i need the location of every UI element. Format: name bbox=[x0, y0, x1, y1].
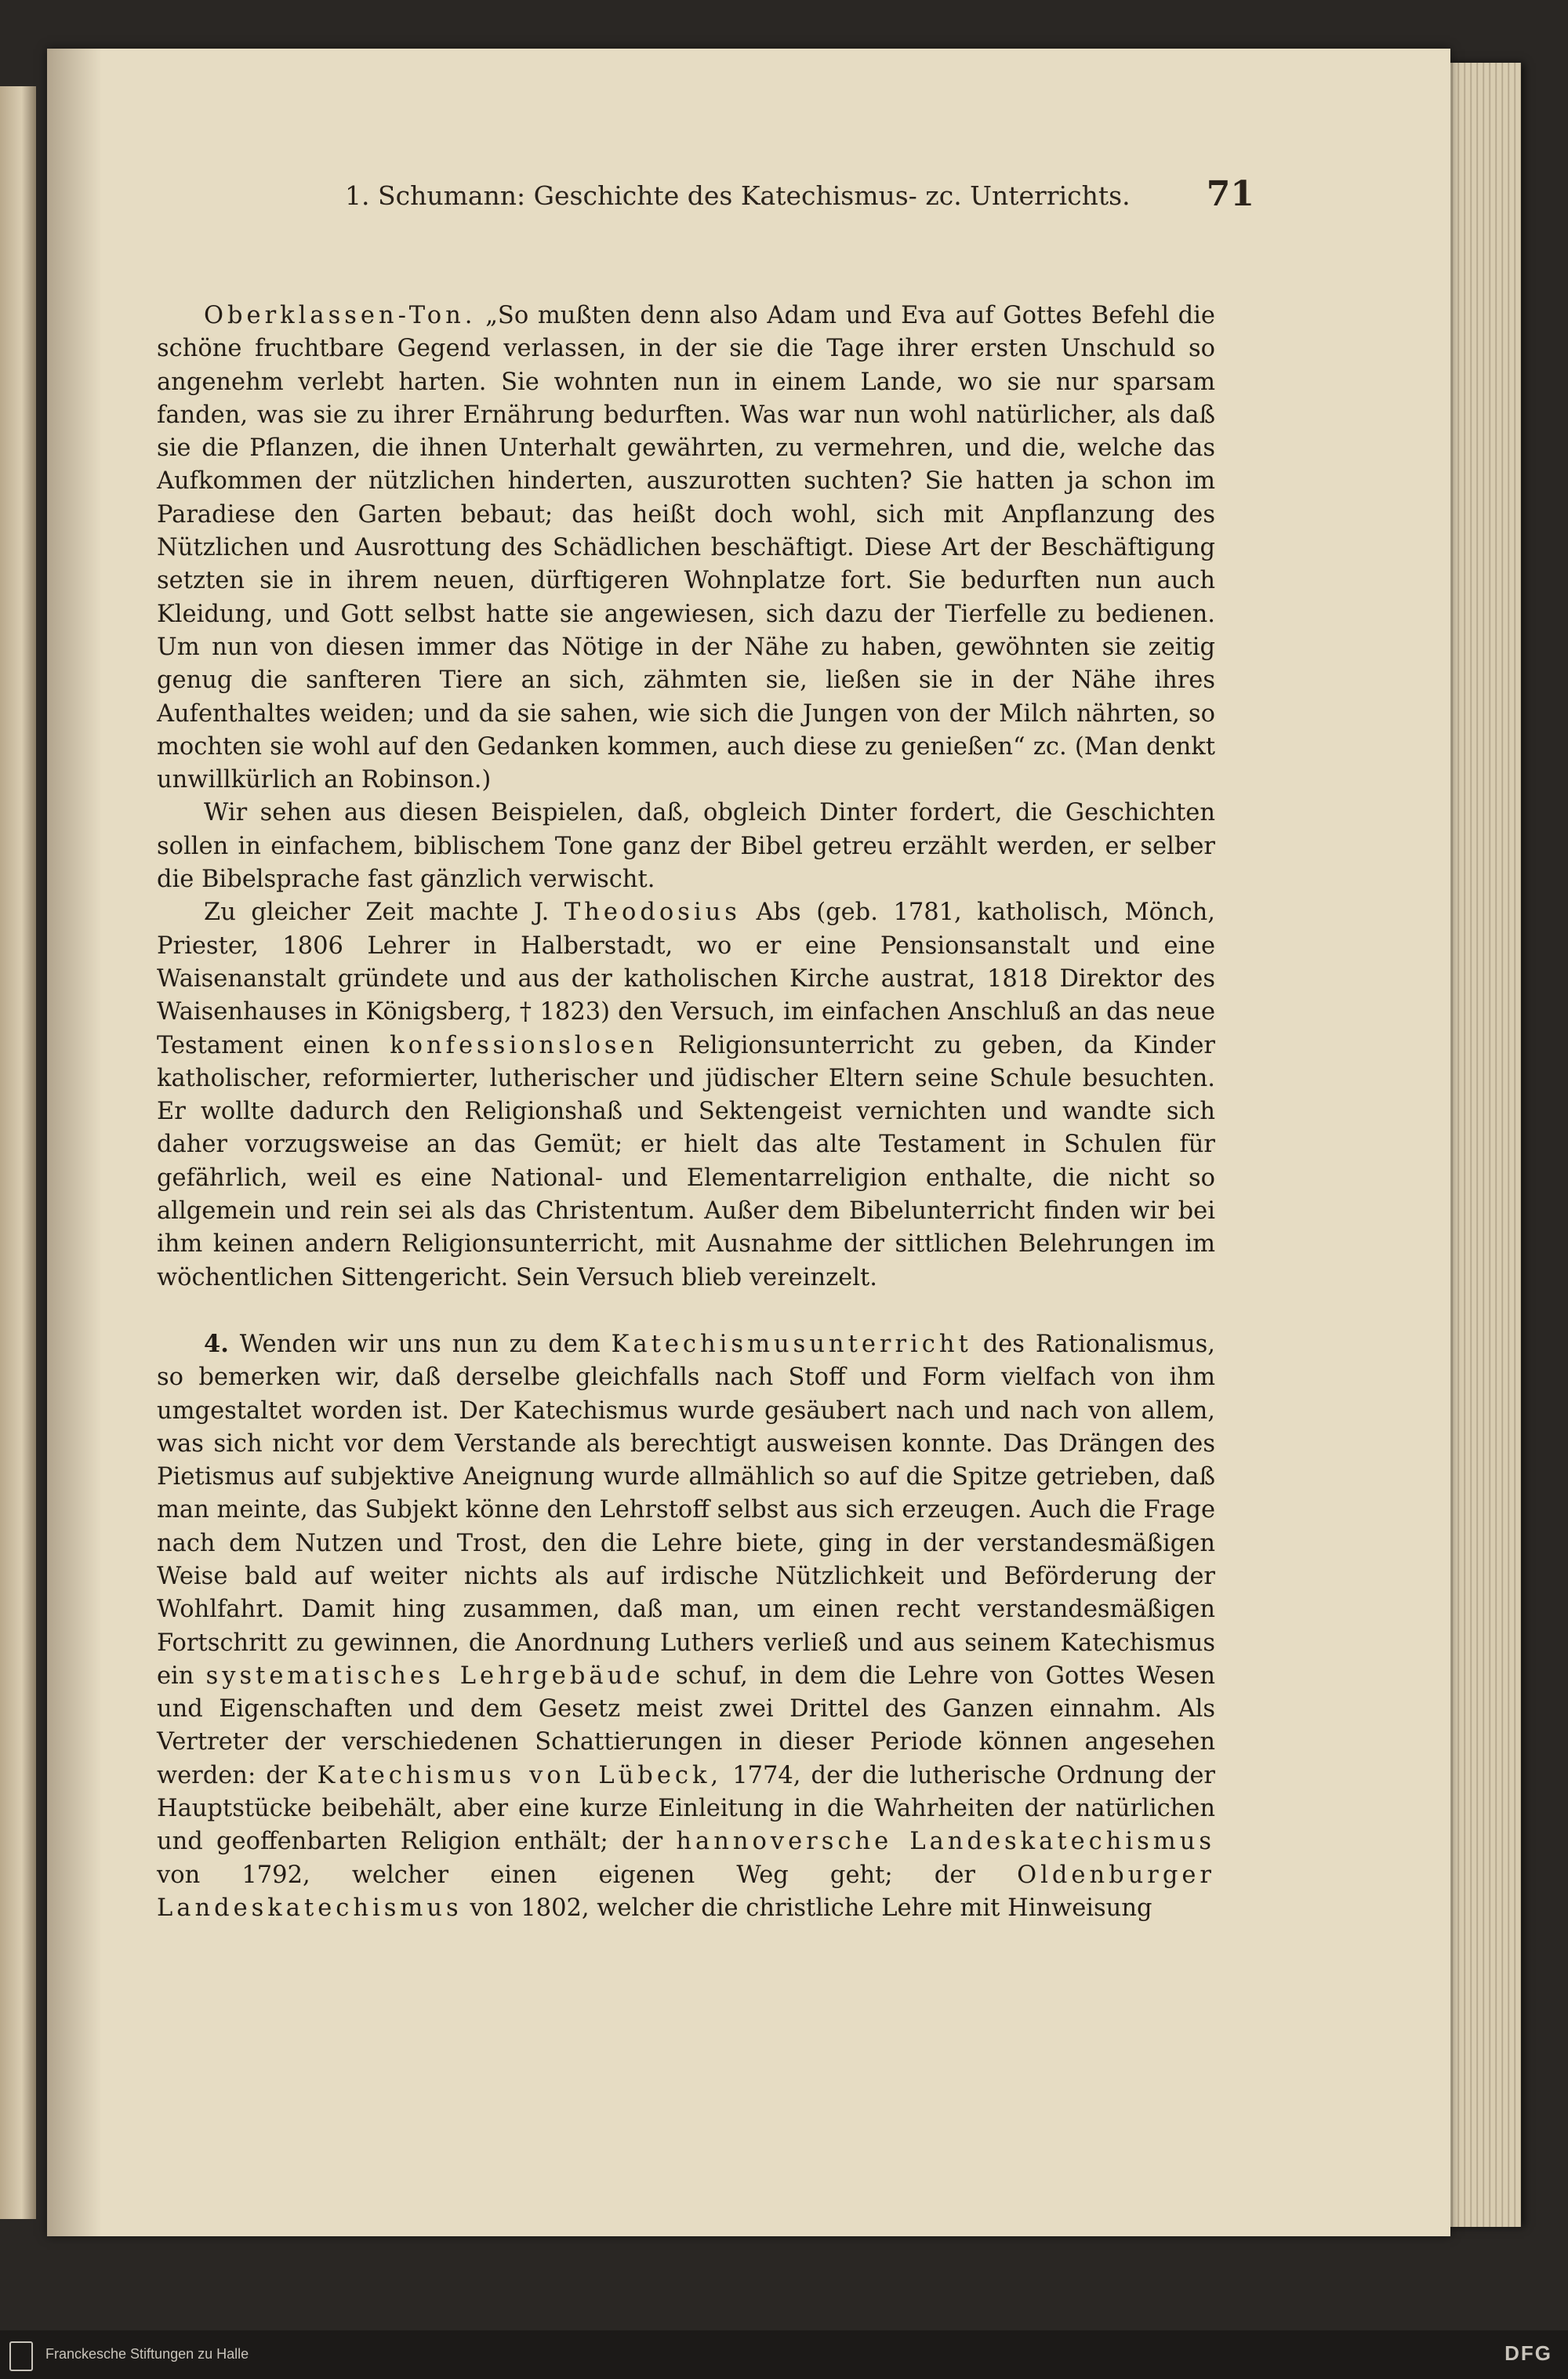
page-number: 71 bbox=[1206, 174, 1254, 214]
paragraph-4-spaced-d: hannoversche Landeskatechismus bbox=[676, 1828, 1215, 1856]
paragraph-4-text-f: von 1802, welcher die christliche Lehre mit Hinweisung bbox=[470, 1894, 1152, 1922]
viewer-footer bbox=[0, 2330, 1568, 2379]
footer-institution: Franckesche Stiftungen zu Halle bbox=[45, 2346, 249, 2362]
running-title: 1. Schumann: Geschichte des Katechismus- zc. Unterrichts. bbox=[345, 180, 1131, 211]
dfg-logo: DFG bbox=[1504, 2341, 1552, 2365]
paragraph-1-lead: Oberklassen-Ton. bbox=[204, 302, 477, 329]
paragraph-3-text-a: Zu gleicher Zeit machte J. bbox=[204, 899, 550, 927]
paragraph-3-spaced-b: konfessionslosen bbox=[390, 1031, 659, 1059]
paragraph-4-spaced-b: systematisches Lehrgebäude bbox=[205, 1662, 664, 1690]
paragraph-3-spaced-a: Theodosius bbox=[564, 899, 741, 927]
paragraph-1-text: „So mußten denn also Adam und Eva auf Gottes Befehl die schöne fruchtbare Gegend verlassen, in der sie die Tage ihrer ersten Unschuld so angenehm verlebt harten. Sie wohnten nun in einem Lande, wo sie nur sparsam fanden, was sie zu ihrer Ernährung bedurften. Was war nun wohl natürlicher, als daß sie die Pflanzen, die ihnen Unterhalt gewährten, zu vermehren, und die, welche das Aufkommen der nützlichen hinderten, auszurotten suchten? Sie hatten ja schon im Paradiese den Garten bebaut; das heißt doch wohl, sich mit Anpflanzung des Nützlichen und Ausrottung des Schädlichen beschäftigt. Diese Art der Beschäftigung setzten sie in ihrem neuen, dürftigeren Wohnplatze fort. Sie bedurften nun auch Kleidung, und Gott selbst hatte sie angewiesen, sich dazu der Tierfelle zu bedienen. Um nun von diesen immer das Nötige in der Nähe zu haben, gewöhnten sie zeitig genug die sanfteren Tiere an sich, zähmten sie, ließen sie in der Nähe ihres Aufenthaltes weiden; und da sie sahen, wie sich die Jungen von der Milch nährten, so mochten sie wohl auf den Gedanken kommen, auch diese zu genießen“ zc. (Man denkt unwillkürlich an Robinson.) bbox=[157, 302, 1215, 794]
paragraph-4 bbox=[157, 1328, 1215, 1925]
body-text bbox=[157, 300, 1215, 1925]
paragraph-4-spaced-e: Oldenburger Landeskatechismus bbox=[157, 1861, 1215, 1922]
left-page-edge bbox=[0, 86, 36, 2219]
paragraph-3-text-c: Religionsunterricht zu geben, da Kinder katholischer, reformierter, lutherischer und jüdischer Eltern seine Schule besuchten. Er wollte dadurch den Religionshaß und Sektengeist vernichten und wandte sich daher vorzugsweise an das Gemüt; er hielt das alte Testament in Schulen für gefährlich, weil es eine National- und Elementarreligion enthalte, die nicht so allgemein und rein sei als das Christentum. Außer dem Bibelunterricht finden wir bei ihm keinen andern Religionsunterricht, mit Ausnahme der sittlichen Belehrungen im wöchentlichen Sittengericht. Sein Versuch blieb vereinzelt. bbox=[157, 1031, 1216, 1291]
paragraph-2-text: Wir sehen aus diesen Beispielen, daß, obgleich Dinter fordert, die Geschichten sollen in einfachem, biblischem Tone ganz der Bibel getreu erzählt werden, er selber die Bibelsprache fast gänzlich verwischt. bbox=[157, 799, 1215, 894]
paragraph-4-text-e: von 1792, welcher einen eigenen Weg geht; der bbox=[157, 1861, 975, 1889]
page-header bbox=[133, 174, 1254, 227]
paragraph-3-text-b: Abs (geb. 1781, katholisch, Mönch, Priester, 1806 Lehrer in Halberstadt, wo er eine Pensionsanstalt und eine Waisenanstalt gründete und aus der katholischen Kirche austrat, 1818 Direktor des Waisenhauses in Königsberg, † 1823) den Versuch, im einfachen Anschluß an das neue Testament einen bbox=[157, 899, 1215, 1059]
section-number: 4. bbox=[204, 1329, 229, 1358]
gutter-shadow bbox=[47, 49, 102, 2236]
paragraph-3 bbox=[157, 896, 1215, 1295]
paragraph-4-spaced-a: Katechismusunterricht bbox=[611, 1330, 972, 1358]
paragraph-2 bbox=[157, 797, 1215, 896]
paragraph-1 bbox=[157, 300, 1215, 797]
paragraph-4-text-a: Wenden wir uns nun zu dem bbox=[239, 1330, 601, 1358]
paragraph-4-text-c: schuf, in dem die Lehre von Gottes Wesen und Eigenschaften und dem Gesetz meist zwei Drittel des Ganzen einnahm. Als Vertreter der verschiedenen Schattierungen in dieser Periode können angesehen werden: der bbox=[157, 1662, 1215, 1789]
paragraph-4-text-d: 1774, der die lutherische Ordnung der Hauptstücke beibehält, aber eine kurze Einleitung in die Wahrheiten der natürlichen und geoffenbarten Religion enthält; der bbox=[157, 1761, 1215, 1856]
institution-logo-icon bbox=[9, 2341, 33, 2371]
paragraph-4-spaced-c: Katechismus von Lübeck, bbox=[317, 1761, 723, 1789]
paragraph-4-text-b: des Rationalismus, so bemerken wir, daß derselbe gleichfalls nach Stoff und Form vielfach von ihm umgestaltet worden ist. Der Katechismus wurde gesäubert nach und nach von allem, was sich nicht vor dem Verstande als berechtigt ausweisen konnte. Das Drängen des Pietismus auf subjektive Aneignung wurde allmählich so auf die Spitze getrieben, daß man meinte, das Subjekt könne den Lehrstoff selbst aus sich erzeugen. Auch die Frage nach dem Nutzen und Trost, den die Lehre biete, ging in der verstandesmäßigen Weise bald auf weiter nichts als auf irdische Nützlichkeit und Beförderung der Wohlfahrt. Damit hing zusammen, daß man, um einen recht verstandesmäßigen Fortschritt zu gewinnen, die Anordnung Luthers verließ und aus seinem Katechismus ein bbox=[157, 1330, 1215, 1690]
